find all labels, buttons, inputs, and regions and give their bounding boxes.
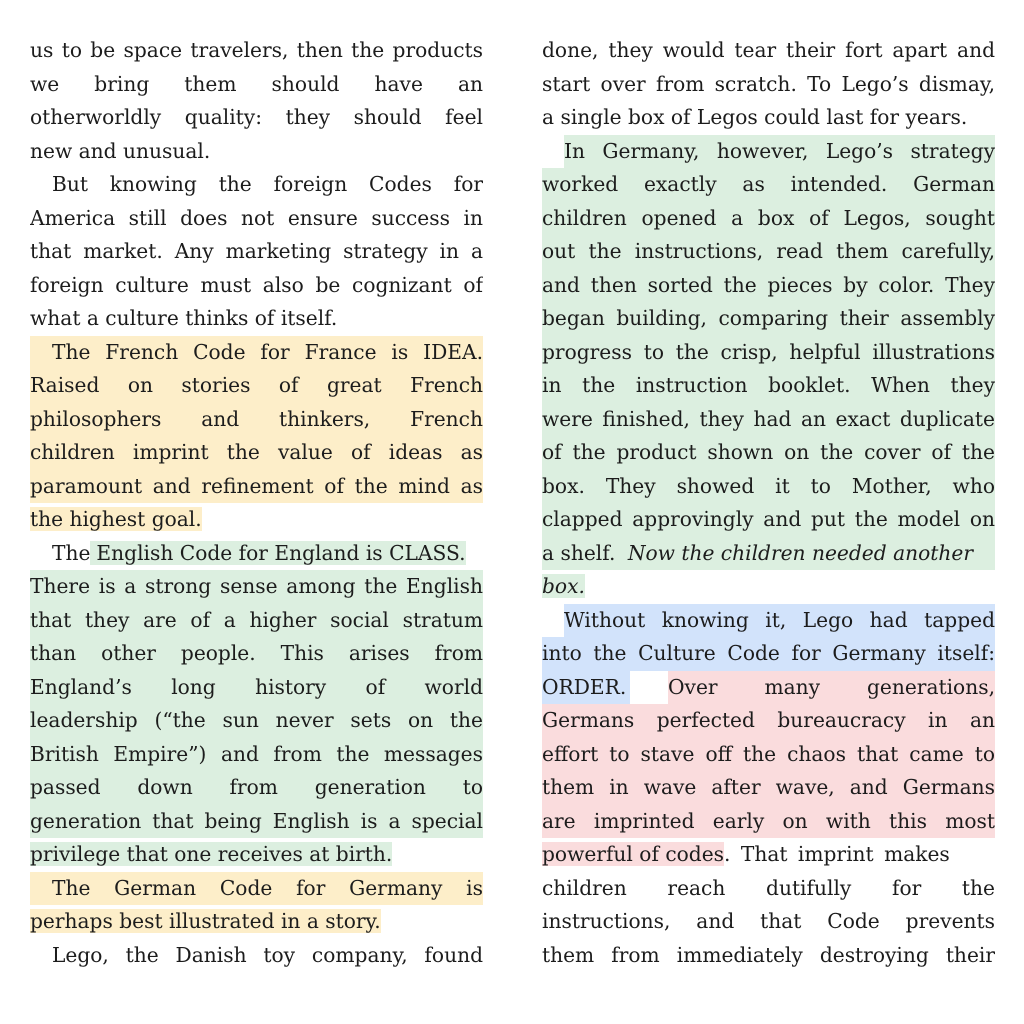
highlighted-line-lego[interactable] — [542, 537, 995, 571]
highlighted-line-german[interactable]: The German Code for Germany is — [30, 872, 483, 906]
highlighted-line-codes[interactable]: effort to stave off the chaos that came to — [542, 738, 995, 772]
text-line — [542, 604, 995, 638]
text-line: us to be space travelers, then the products — [30, 38, 483, 62]
text-line — [30, 905, 483, 939]
highlighted-line-english[interactable]: England’s long history of world — [30, 671, 483, 705]
highlighted-line-english[interactable]: passed down from generation to — [30, 771, 483, 805]
highlighted-line-english[interactable]: generation that being English is a special — [30, 805, 483, 839]
highlighted-line-lego[interactable]: and then sorted the pieces by color. They — [542, 269, 995, 303]
highlighted-line-order[interactable]: into the Culture Code for Germany itself: — [542, 637, 995, 671]
highlighted-line-codes[interactable]: them in wave after wave, and Germans — [542, 771, 995, 805]
highlighted-line-french[interactable]: children imprint the value of ideas as — [30, 436, 483, 470]
highlighted-line-french[interactable]: philosophers and thinkers, French — [30, 403, 483, 437]
highlighted-line-french[interactable]: paramount and refinement of the mind as — [30, 470, 483, 504]
text-line: children reach dutifully for the — [542, 875, 995, 900]
highlighted-line-codes[interactable]: powerful of codes — [542, 842, 725, 866]
highlighted-line-lego[interactable]: in the instruction booklet. When they — [542, 369, 995, 403]
text-line — [30, 838, 483, 872]
highlighted-line-lego[interactable]: began building, comparing their assembly — [542, 302, 995, 336]
text-line: otherworldly quality: they should feel — [30, 105, 483, 129]
text-line: them from immediately destroying their — [542, 942, 995, 967]
highlighted-line-lego[interactable]: clapped approvingly and put the model on — [542, 503, 995, 537]
text-line — [30, 503, 483, 537]
text-line: done, they would tear their fort apart and — [542, 38, 995, 62]
highlighted-line-lego[interactable]: In Germany, however, Lego’s strategy — [564, 138, 995, 163]
text-line: America still does not ensure success in — [30, 205, 483, 230]
highlighted-line-english[interactable]: that they are of a higher social stratum — [30, 604, 483, 638]
text-line: new and unusual. — [30, 138, 211, 163]
text-line: foreign culture must also be cognizant of — [30, 272, 483, 297]
text-line: instructions, and that Code prevents — [542, 909, 995, 933]
highlighted-line-codes[interactable]: Germans perfected bureaucracy in an — [542, 704, 995, 738]
highlighted-line-order[interactable]: ORDER. — [542, 671, 630, 705]
highlighted-line-french[interactable]: the highest goal. — [30, 507, 202, 531]
highlighted-line-lego[interactable]: progress to the crisp, helpful illustrations — [542, 336, 995, 370]
highlighted-line-english[interactable]: leadership (“the sun never sets on the — [30, 704, 483, 738]
text-fragment: The — [52, 540, 91, 565]
highlighted-line-lego[interactable]: worked exactly as intended. German — [542, 168, 995, 202]
text-line — [542, 570, 995, 604]
text-line: what a culture thinks of itself. — [30, 306, 338, 330]
highlighted-line-codes[interactable]: Over many generations, — [668, 671, 995, 705]
text-line — [30, 537, 483, 571]
highlighted-line-lego[interactable]: out the instructions, read them carefully, — [542, 235, 995, 269]
highlighted-line-lego[interactable]: of the product shown on the cover of the — [542, 436, 995, 470]
text-line: Lego, the Danish toy company, found — [52, 942, 483, 967]
highlighted-line-english[interactable]: privilege that one receives at birth. — [30, 842, 393, 866]
highlighted-line-lego[interactable]: were finished, they had an exact duplicate — [542, 403, 995, 437]
highlighted-line-english[interactable]: British Empire”) and from the messages — [30, 738, 483, 772]
text-line: we bring them should have an — [30, 71, 483, 96]
italic-text[interactable]: box. — [542, 574, 585, 598]
left-column — [30, 34, 483, 972]
highlighted-line-lego[interactable]: box. They showed it to Mother, who — [542, 470, 995, 504]
highlighted-line-french[interactable]: Raised on stories of great French — [30, 369, 483, 403]
right-column — [542, 34, 995, 972]
text-line — [542, 838, 995, 872]
italic-text: Now the children needed another — [627, 540, 973, 565]
highlighted-line-codes[interactable]: are imprinted early on with this most — [542, 805, 995, 839]
text-line — [542, 135, 995, 169]
highlighted-line-lego[interactable]: children opened a box of Legos, sought — [542, 202, 995, 236]
text-line: But knowing the foreign Codes for — [52, 172, 483, 196]
text-fragment: . That imprint makes — [724, 842, 950, 866]
highlighted-line-english[interactable]: than other people. This arises from — [30, 637, 483, 671]
highlighted-line-order[interactable]: Without knowing it, Lego had tapped — [564, 607, 995, 632]
highlighted-line-english[interactable]: English Code for England is CLASS. — [90, 541, 465, 565]
highlighted-line-french[interactable]: The French Code for France is IDEA. — [30, 336, 483, 370]
highlighted-line-english[interactable]: There is a strong sense among the English — [30, 570, 483, 604]
text-line: start over from scratch. To Lego’s dismay, — [542, 71, 995, 96]
text-line — [542, 671, 995, 705]
highlighted-line-german[interactable]: perhaps best illustrated in a story. — [30, 909, 381, 933]
text-fragment: a shelf. — [542, 540, 616, 565]
text-line: a single box of Legos could last for years. — [542, 105, 968, 129]
text-line: that market. Any marketing strategy in a — [30, 239, 483, 263]
